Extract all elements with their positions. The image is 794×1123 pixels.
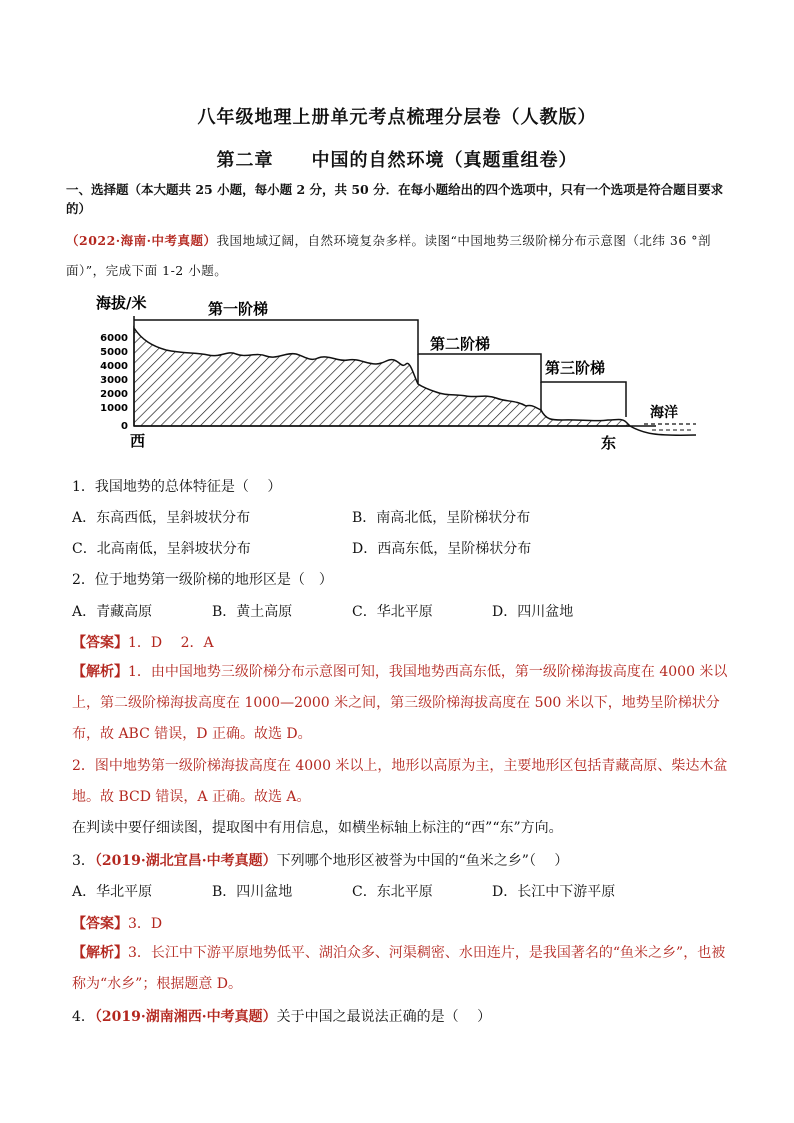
q3-option-d: D．长江中下游平原	[492, 884, 616, 900]
answer-text: 1．D 2．A	[128, 635, 214, 651]
terrain-profile-diagram	[96, 292, 706, 452]
answer3-text: 3．D	[128, 916, 163, 932]
q2-option-c: C．华北平原	[352, 604, 433, 620]
q3-option-a: A．华北平原	[72, 884, 153, 900]
ytick-0: 0	[121, 421, 128, 432]
ytick-5000: 5000	[100, 347, 128, 358]
explanation-p2: 2．图中地势第一级阶梯海拔高度在 4000 米以上，地形以高原为主，主要地形区包括青藏高原、柴达木盆地。故 BCD 错误，A 正确。故选 A。	[72, 758, 728, 805]
ytick-6000: 6000	[100, 333, 128, 344]
q4-number: 4．	[72, 1009, 95, 1025]
explanation-p3: 在判读中要仔细读图，提取图中有用信息，如横坐标轴上标注的“西”“东”方向。	[72, 820, 563, 836]
explanation3-text: 3．长江中下游平原地势低平、湖泊众多、河渠稠密、水田连片，是我国著名的“鱼米之乡”，也被称为“水乡”；根据题意 D。	[72, 945, 726, 992]
q4-source: （2019·湖南湘西·中考真题）	[94, 1009, 277, 1025]
ytick-2000: 2000	[100, 389, 128, 400]
explanation-p1: 1．由中国地势三级阶梯分布示意图可知，我国地势西高东低，第一级阶梯海拔高度在 4000 米以上，第二级阶梯海拔高度在 1000—2000 米之间，第三级阶梯海拔高度在 500 米以下，地势呈阶梯状分布，故 ABC 错误，D 正确。故选 D。	[72, 664, 728, 742]
chapter-title: 第二章 中国的自然环境（真题重组卷）	[216, 150, 578, 171]
explanation-1	[72, 657, 728, 750]
explanation-3	[72, 938, 728, 1000]
step2-label: 第二阶梯	[430, 335, 491, 353]
answer-1-2	[72, 632, 214, 652]
ytick-4000: 4000	[100, 361, 128, 372]
material-intro	[66, 226, 728, 286]
q3-option-b: B．四川盆地	[212, 884, 293, 900]
q2-stem: 2．位于地势第一级阶梯的地形区是（ ）	[72, 572, 333, 588]
q3-text: 下列哪个地形区被誉为中国的“鱼米之乡”（ ）	[276, 853, 569, 869]
sea-floor	[630, 426, 696, 435]
q2-option-d: D．四川盆地	[492, 604, 574, 620]
step1-label: 第一阶梯	[208, 300, 269, 318]
intro-source: （2022·海南·中考真题）	[66, 233, 217, 248]
west-label: 西	[130, 432, 146, 450]
q4-stem	[72, 1006, 491, 1026]
ytick-1000: 1000	[100, 403, 128, 414]
q2-option-b: B．黄土高原	[212, 604, 293, 620]
answer3-label: 【答案】	[72, 916, 128, 932]
explanation3-label: 【解析】	[72, 945, 128, 961]
q1-option-a: A．东高西低，呈斜坡状分布	[72, 510, 251, 526]
q3-option-c: C．东北平原	[352, 884, 433, 900]
q3-number: 3．	[72, 853, 95, 869]
q1-option-d: D．西高东低，呈阶梯状分布	[352, 541, 532, 557]
ocean-label: 海洋	[650, 405, 678, 421]
q3-stem	[72, 850, 568, 870]
q2-option-a: A．青藏高原	[72, 604, 153, 620]
east-label: 东	[601, 434, 617, 452]
ytick-3000: 3000	[100, 375, 128, 386]
step3-label: 第三阶梯	[545, 359, 606, 377]
answer-label: 【答案】	[72, 635, 128, 651]
document-title: 八年级地理上册单元考点梳理分层卷（人教版）	[197, 107, 597, 128]
answer-3	[72, 913, 162, 933]
section-heading: 一、选择题（本大题共 25 小题，每小题 2 分，共 50 分．在每小题给出的四个选项中，只有一个选项是符合题目要求的）	[66, 182, 724, 216]
q1-stem: 1．我国地势的总体特征是（ ）	[72, 479, 282, 495]
q1-option-c: C．北高南低，呈斜坡状分布	[72, 541, 251, 557]
terrain-profile	[134, 328, 630, 426]
q3-source: （2019·湖北宜昌·中考真题）	[94, 853, 277, 869]
explanation-label: 【解析】	[72, 664, 128, 680]
y-axis-label: 海拔/米	[96, 294, 147, 312]
q4-text: 关于中国之最说法正确的是（ ）	[276, 1009, 492, 1025]
intro-text: 我国地域辽阔，自然环境复杂多样。读图“中国地势三级阶梯分布示意图（北纬 36 °剖面）”，完成下面 1-2 小题。	[66, 233, 711, 278]
q1-option-b: B．南高北低，呈阶梯状分布	[352, 510, 531, 526]
